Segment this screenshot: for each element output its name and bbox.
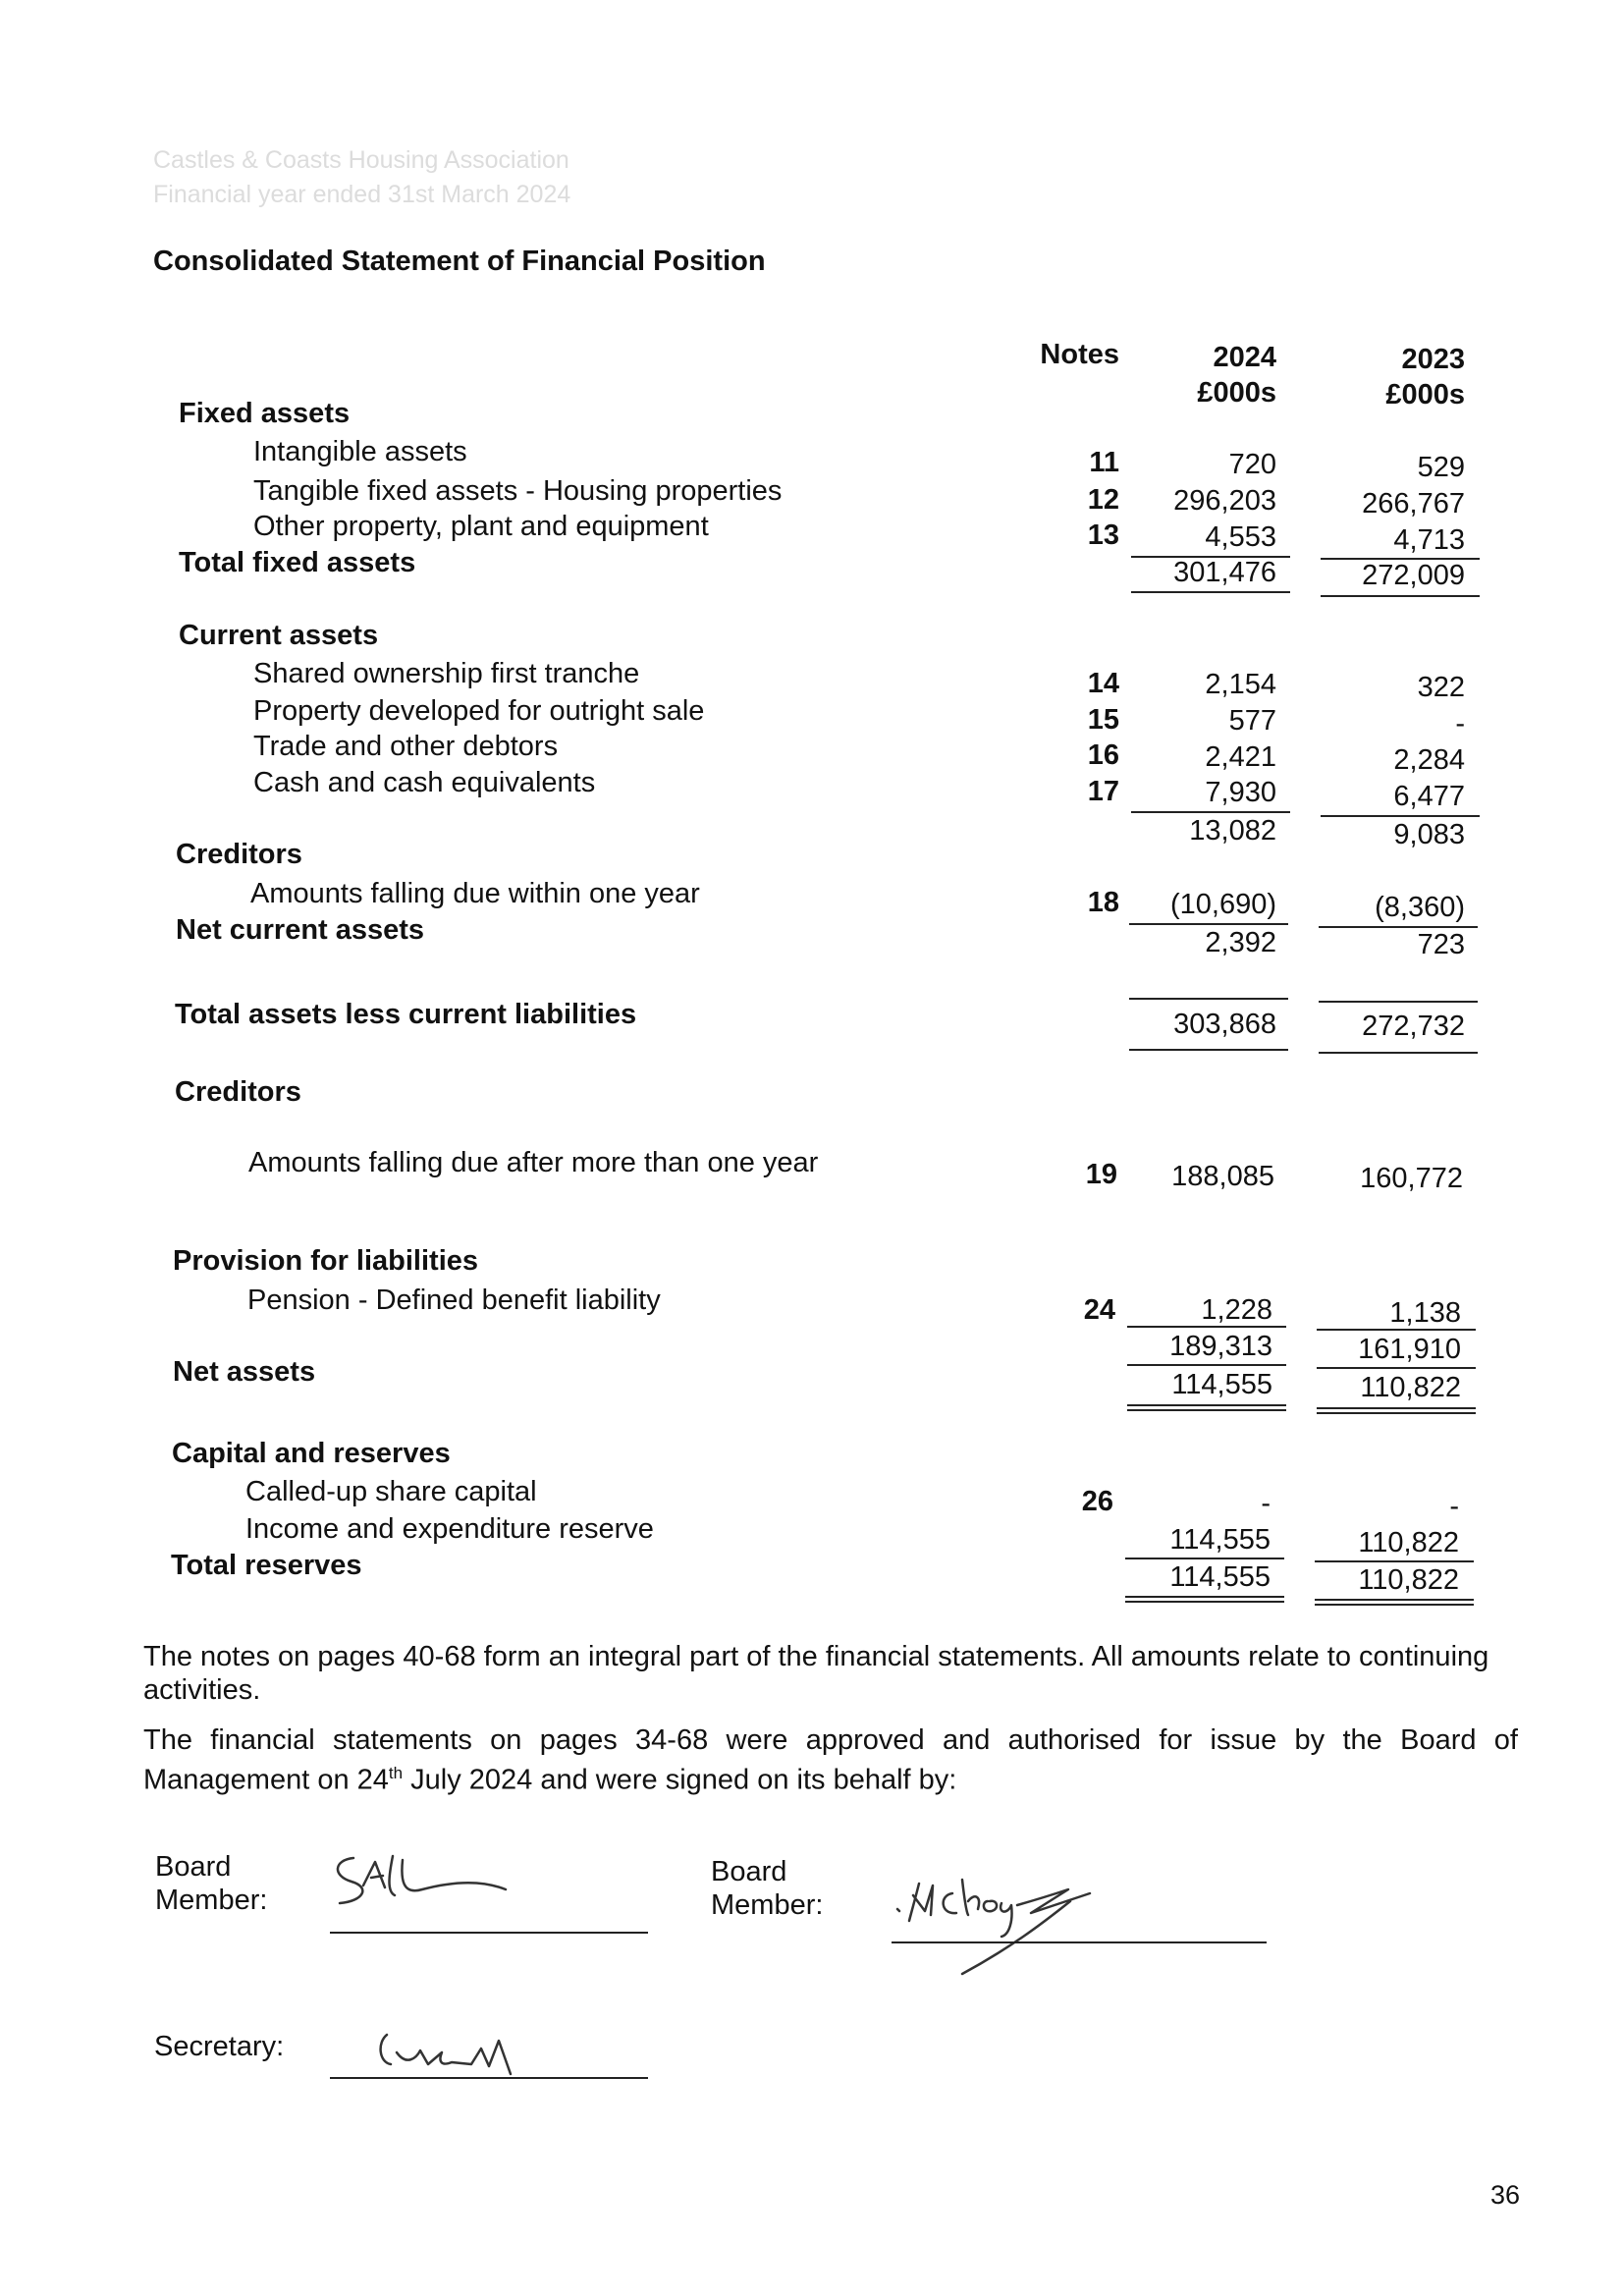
row-label: Pension - Defined benefit liability bbox=[247, 1285, 661, 1316]
row-value-2023: 6,477 bbox=[1393, 781, 1465, 812]
rule bbox=[1127, 1409, 1286, 1411]
row-note: 13 bbox=[1087, 519, 1119, 551]
row-value-2024: 2,421 bbox=[1205, 741, 1276, 773]
total-reserves-label: Total reserves bbox=[171, 1550, 362, 1581]
rule bbox=[1125, 1558, 1284, 1559]
creditors-heading: Creditors bbox=[176, 839, 302, 870]
rule bbox=[1321, 815, 1480, 817]
footnote-approval-sup: th bbox=[388, 1764, 404, 1782]
rule bbox=[1315, 1560, 1474, 1562]
rule bbox=[1317, 1412, 1476, 1414]
fixed-assets-heading: Fixed assets bbox=[179, 398, 351, 429]
rule bbox=[1129, 1049, 1288, 1051]
row-label: Other property, plant and equipment bbox=[253, 511, 709, 542]
rule bbox=[1319, 926, 1478, 928]
footnote-approval-text-end: July 2024 and were signed on its behalf by: bbox=[403, 1764, 957, 1796]
row-label: Property developed for outright sale bbox=[253, 695, 705, 727]
org-name: Castles & Coasts Housing Association bbox=[153, 146, 569, 174]
row-value-2023: - bbox=[1455, 708, 1465, 739]
rule bbox=[1315, 1604, 1474, 1606]
year-2024-unit: £000s bbox=[1197, 377, 1276, 409]
board-label-line2: Member: bbox=[711, 1889, 824, 1921]
row-note: 16 bbox=[1087, 739, 1119, 771]
rule bbox=[1127, 1326, 1286, 1328]
rule bbox=[1317, 1329, 1476, 1331]
row-value-2023: 1,138 bbox=[1389, 1297, 1461, 1329]
year-2024-header: 2024 bbox=[1213, 342, 1276, 373]
row-label: Amounts falling due within one year bbox=[250, 878, 700, 909]
total-reserves-2023: 110,822 bbox=[1358, 1564, 1459, 1596]
board-member-1-signature bbox=[324, 1846, 520, 1915]
capital-reserves-heading: Capital and reserves bbox=[172, 1438, 451, 1469]
rule bbox=[1125, 1601, 1284, 1603]
provisions-subtotal-2024: 189,313 bbox=[1169, 1331, 1272, 1362]
board-label-line1: Board bbox=[711, 1856, 787, 1887]
board-member-2-signature bbox=[884, 1866, 1139, 1974]
row-note: 19 bbox=[1085, 1159, 1117, 1190]
signature-line bbox=[330, 1932, 648, 1934]
row-label: Intangible assets bbox=[253, 436, 467, 467]
row-label: Shared ownership first tranche bbox=[253, 658, 640, 689]
row-label: Cash and cash equivalents bbox=[253, 767, 596, 798]
total-fixed-assets-2024: 301,476 bbox=[1173, 557, 1276, 588]
row-value-2023: 529 bbox=[1417, 452, 1465, 483]
row-value-2024: - bbox=[1261, 1488, 1271, 1519]
current-assets-subtotal-2023: 9,083 bbox=[1393, 819, 1465, 850]
row-value-2023: (8,360) bbox=[1375, 892, 1465, 923]
row-value-2024: 1,228 bbox=[1201, 1294, 1272, 1326]
provisions-heading: Provision for liabilities bbox=[173, 1245, 479, 1277]
notes-column-header: Notes bbox=[1040, 339, 1119, 370]
row-value-2024: 296,203 bbox=[1173, 485, 1276, 517]
signature-line bbox=[892, 1941, 1267, 1943]
row-label: Income and expenditure reserve bbox=[245, 1513, 654, 1545]
total-assets-less-cl-2024: 303,868 bbox=[1173, 1009, 1276, 1040]
period-text: Financial year ended 31st March 2024 bbox=[153, 181, 571, 208]
net-current-assets-label: Net current assets bbox=[176, 914, 425, 946]
row-value-2024: 577 bbox=[1228, 705, 1276, 737]
total-fixed-assets-label: Total fixed assets bbox=[179, 547, 416, 578]
rule bbox=[1129, 998, 1288, 1000]
row-value-2024: 4,553 bbox=[1205, 521, 1276, 553]
rule bbox=[1129, 923, 1288, 925]
row-value-2024: 188,085 bbox=[1171, 1161, 1274, 1192]
row-label: Called-up share capital bbox=[245, 1476, 537, 1507]
rule bbox=[1127, 1404, 1286, 1406]
year-2023-header: 2023 bbox=[1401, 344, 1465, 375]
rule bbox=[1315, 1599, 1474, 1601]
row-value-2023: 4,713 bbox=[1393, 524, 1465, 556]
row-value-2024: 2,154 bbox=[1205, 669, 1276, 700]
row-note: 26 bbox=[1081, 1486, 1113, 1517]
rule bbox=[1317, 1367, 1476, 1369]
page-title: Consolidated Statement of Financial Position bbox=[153, 246, 766, 277]
secretary-label: Secretary: bbox=[154, 2031, 285, 2062]
rule bbox=[1319, 1001, 1478, 1003]
signature-line bbox=[330, 2077, 648, 2079]
secretary-signature bbox=[373, 2023, 550, 2082]
row-value-2024: (10,690) bbox=[1169, 889, 1276, 920]
rule bbox=[1317, 1407, 1476, 1409]
row-note: 18 bbox=[1087, 887, 1119, 918]
current-assets-subtotal-2024: 13,082 bbox=[1189, 815, 1276, 847]
board-label-line1: Board bbox=[155, 1851, 232, 1883]
rule bbox=[1321, 595, 1480, 597]
board-member-2-label bbox=[711, 1855, 823, 1922]
footnote-approval-text: The financial statements on pages 34-68 were approved and authorised for issue by the Board of Management on 24 bbox=[143, 1724, 1518, 1796]
row-value-2024: 114,555 bbox=[1169, 1524, 1271, 1556]
net-assets-2023: 110,822 bbox=[1360, 1372, 1461, 1403]
total-assets-less-cl-2023: 272,732 bbox=[1362, 1011, 1465, 1042]
footnote-approval bbox=[143, 1723, 1518, 1797]
row-note: 24 bbox=[1083, 1294, 1115, 1326]
total-assets-less-cl-label: Total assets less current liabilities bbox=[175, 999, 637, 1030]
rule bbox=[1131, 811, 1290, 813]
row-note: 12 bbox=[1087, 484, 1119, 516]
total-reserves-2024: 114,555 bbox=[1169, 1561, 1271, 1593]
net-assets-2024: 114,555 bbox=[1171, 1369, 1272, 1400]
row-value-2024: 720 bbox=[1228, 449, 1276, 480]
current-assets-heading: Current assets bbox=[179, 620, 379, 651]
net-current-assets-2024: 2,392 bbox=[1205, 927, 1276, 958]
rule bbox=[1127, 1364, 1286, 1366]
board-label-line2: Member: bbox=[155, 1885, 268, 1916]
row-label: Tangible fixed assets - Housing properties bbox=[253, 475, 783, 507]
row-value-2023: 110,822 bbox=[1358, 1527, 1459, 1558]
year-2023-unit: £000s bbox=[1385, 379, 1465, 410]
page-number: 36 bbox=[1490, 2180, 1521, 2210]
footnote-integral: The notes on pages 40-68 form an integral part of the financial statements. All amounts relate to continuing activities. bbox=[143, 1641, 1489, 1706]
row-label: Trade and other debtors bbox=[253, 731, 559, 762]
row-value-2023: 160,772 bbox=[1360, 1163, 1463, 1194]
total-fixed-assets-2023: 272,009 bbox=[1362, 560, 1465, 591]
row-note: 11 bbox=[1089, 447, 1119, 478]
row-value-2023: 322 bbox=[1417, 672, 1465, 703]
row-value-2023: - bbox=[1449, 1491, 1459, 1522]
row-label: Amounts falling due after more than one year bbox=[248, 1147, 819, 1178]
row-value-2023: 2,284 bbox=[1393, 744, 1465, 776]
row-value-2024: 7,930 bbox=[1205, 777, 1276, 808]
row-note: 14 bbox=[1087, 668, 1119, 699]
row-value-2023: 266,767 bbox=[1362, 488, 1465, 519]
rule bbox=[1319, 1052, 1478, 1054]
row-note: 17 bbox=[1087, 776, 1119, 807]
rule bbox=[1131, 591, 1290, 593]
board-member-1-label bbox=[155, 1850, 267, 1917]
creditors-long-heading: Creditors bbox=[175, 1076, 301, 1108]
net-assets-label: Net assets bbox=[173, 1356, 316, 1388]
net-current-assets-2023: 723 bbox=[1417, 929, 1465, 960]
rule bbox=[1125, 1596, 1284, 1598]
row-note: 15 bbox=[1087, 704, 1119, 736]
provisions-subtotal-2023: 161,910 bbox=[1358, 1334, 1461, 1365]
